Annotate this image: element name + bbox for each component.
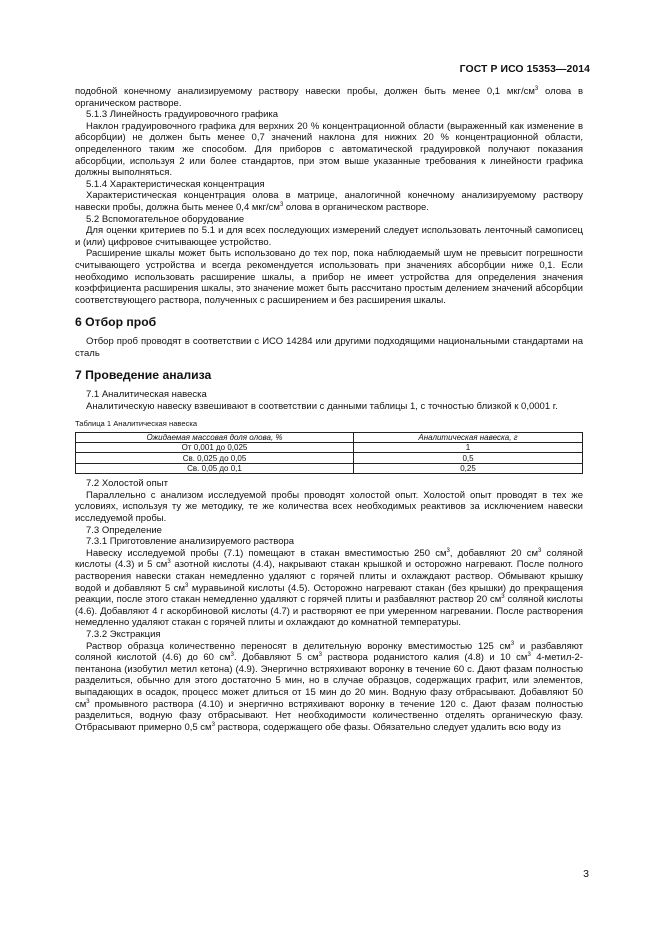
table-row <box>76 443 583 453</box>
paragraph-blank-test: Параллельно с анализом исследуемой пробы проводят холостой опыт. Холостой опыт проводят в тех же условиях, используя ту же методику, те же количества всех необходимых реактивов за исключением навески исследуемой пробы. <box>75 489 583 524</box>
paragraph-test-portion: Аналитическую навеску взвешивают в соответствии с данными таблицы 1, с точностью близкой к 0,0001 г. <box>86 401 558 413</box>
text-run: муравьиной кислоты (4.5). Осторожно нагревают стакан (без крышки) до прекращения реакции, после этого стакан немедленно удаляют с горячей плиты и разбавляют раствор 20 см <box>75 582 583 606</box>
superscript: 3 <box>230 652 234 659</box>
text-run: , добавляют 20 см <box>449 547 538 559</box>
section-heading-6: 6 Отбор проб <box>75 315 157 330</box>
text-run: Раствор образца количественно переносят в делительную воронку вместимостью 125 см <box>86 640 511 652</box>
table-caption: Таблица 1 Аналитическая навеска <box>75 418 198 428</box>
paragraph-characteristic-concentration <box>75 190 583 213</box>
test-portion-table <box>75 432 583 475</box>
superscript: 3 <box>534 86 539 92</box>
superscript: 3 <box>185 582 189 589</box>
paragraph-scale-expansion: Расширение шкалы может быть использовано до тех пор, пока наблюдаемый шум не превысит погрешности считывающего устройства и всегда рекомендуется использовать при значениях абсорбции ниже 0,1. Если необходимо использовать расширение шкалы, а прибор не имеет устройства для определения значения коэффициента расширения шкалы, это значение может быть рассчитано простым делением значений абсорбции соответствующего раствора, полученных с расширением и без расширения шкалы. <box>75 248 583 306</box>
subsection-5-1-4: 5.1.4 Характеристическая концентрация <box>86 178 265 190</box>
superscript: 3 <box>86 698 90 705</box>
text-run: соляной кислоты (4.6). Добавляют 4 г аскорбиновой кислоты (4.7) и растворяют ее при умеренном нагревании. После растворения немедленно удаляют стакан с горячей плиты и охлаждают до комнатной температуры. <box>75 594 583 629</box>
paragraph-continued <box>75 86 583 109</box>
table-cell: 0,5 <box>354 453 583 463</box>
text-run: соляной кислоты (4.3) и 5 см <box>75 547 583 571</box>
text-run: 4-метил-2-пентанона (изобутил метил кетона) (4.9). Энергично встряхивают воронку в течение 60 с. Дают фазам полностью разделиться, обычно для этого достаточно 5 мин, но в случае образцов, содержащих графит, или элементов, выпадающих в осадок, процесс может длиться от 15 мин до 20 мин. Водную фазу отбрасывают. Добавляют 50 см <box>75 652 583 710</box>
paragraph-solution-preparation <box>75 548 583 629</box>
subsection-5-2: 5.2 Вспомогательное оборудование <box>86 213 245 225</box>
text-run: Навеску исследуемой пробы (7.1) помещают в стакан вместимостью 250 см <box>86 547 447 559</box>
superscript: 3 <box>279 201 284 208</box>
page-number: 3 <box>583 868 589 880</box>
text-run: и разбавляют соляной кислотой (4.6) до 60 см <box>75 640 583 664</box>
text-run: . Добавляют 5 см <box>234 652 319 664</box>
superscript: 3 <box>167 559 171 566</box>
paragraph-sampling: Отбор проб проводят в соответствии с ИСО 14284 или другими подходящими национальными стандартами на сталь <box>75 336 583 359</box>
text-run: олова в органическом растворе. <box>75 86 584 109</box>
table-cell: 0,25 <box>354 463 583 473</box>
text-run: подобной конечному анализируемому раствору навески пробы, должен быть менее 0,1 мкг/см <box>75 86 535 97</box>
text-run: раствора роданистого калия (4.8) и 10 см <box>322 652 528 664</box>
table-cell: От 0,001 до 0,025 <box>76 443 354 453</box>
table-header-cell: Ожидаемая массовая доля олова, % <box>76 432 354 442</box>
superscript: 3 <box>510 640 515 647</box>
subsection-7-1: 7.1 Аналитическая навеска <box>86 389 207 401</box>
document-body <box>75 86 583 733</box>
superscript: 3 <box>446 547 450 554</box>
superscript: 3 <box>211 721 215 728</box>
table-header-row <box>76 432 583 442</box>
superscript: 3 <box>501 594 505 601</box>
text-run: олова в органическом растворе. <box>283 201 429 213</box>
subsection-7-3-2: 7.3.2 Экстракция <box>86 628 161 640</box>
subsection-7-3: 7.3 Определение <box>86 524 162 536</box>
text-run: азотной кислоты (4.4), накрывают стакан крышкой и осторожно нагревают. После полного растворения навески стакан немедленно удаляют с горячей плиты и охлаждают раствор. Обмывают крышку водой и добавляют 5 см <box>75 559 583 594</box>
paragraph-linearity: Наклон градуировочного графика для верхних 20 % концентрационной области (выраженный как изменение в абсорбции) не должен быть менее 0,7 значений наклона для нижних 20 % концентрационной области, определенного таким же способом. Для приборов с автоматической градуировкой получают показания абсорбции, используя 2 или более стандартов, при этом выше указанные требования к линейности графика должны выполняться. <box>75 120 583 179</box>
text-run: раствора, содержащего обе фазы. Обязательно следует удалить всю воду из <box>214 721 561 733</box>
table-row <box>76 463 583 473</box>
table-row <box>76 453 583 463</box>
superscript: 3 <box>318 652 322 659</box>
superscript: 3 <box>538 547 542 554</box>
superscript: 3 <box>527 652 531 659</box>
section-heading-7: 7 Проведение анализа <box>75 368 212 383</box>
paragraph-auxiliary-equipment: Для оценки критериев по 5.1 и для всех последующих измерений следует использовать ленточный самописец и (или) цифровое считывающее устройство. <box>75 225 583 248</box>
subsection-7-2: 7.2 Холостой опыт <box>86 478 168 490</box>
subsection-5-1-3: 5.1.3 Линейность градуировочного графика <box>86 109 279 121</box>
table-header-cell: Аналитическая навеска, г <box>354 432 583 442</box>
paragraph-extraction <box>75 641 583 734</box>
table-cell: 1 <box>354 443 583 453</box>
text-run: промывного раствора (4.10) и энергично встряхивают воронку в течение 120 с. Дают фазам полностью разделиться, водную фазу отбрасывают. Нет необходимости количественно отделять органическую фазу. Отбрасывают примерно 0,5 см <box>75 698 583 733</box>
table-cell: Св. 0,025 до 0,05 <box>76 453 354 463</box>
subsection-7-3-1: 7.3.1 Приготовление анализируемого раствора <box>86 536 295 548</box>
table-cell: Св. 0,05 до 0,1 <box>76 463 354 473</box>
text-run: Характеристическая концентрация олова в матрице, аналогичной конечному анализируемому раствору навески пробы, должна быть менее 0,4 мкг/см <box>75 190 583 213</box>
document-header: ГОСТ Р ИСО 15353—2014 <box>459 64 590 75</box>
